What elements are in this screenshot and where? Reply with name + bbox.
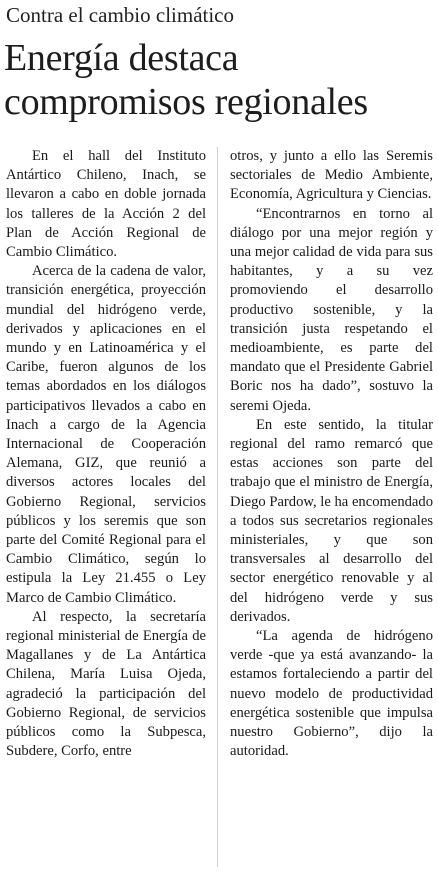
paragraph: Acerca de la cadena de valor, transición energética, proyección mundial del hidrógeno verde, derivados y aplicaciones en el mundo y en Latinoamérica y el Caribe, fueron algunos de los temas abordados en los diálogos participativos llevados a cabo en Inach a cargo de la Agencia Internacional de Cooperación Alemana, GIZ, que reunió a diversos actores locales del Gobierno Regional, servicios públicos y los seremis que son parte del Comité Regional para el Cambio Climático, según lo estipula la Ley 21.455 o Ley Marco de Cambio Climático.	[6, 263, 206, 606]
paragraph: “Encontrarnos en torno al diálogo por una mejor región y una mejor calidad de vida para sus habitantes, y a su vez promoviendo el desarrollo productivo sostenible, y la transición justa respetando el medioambiente, es parte del mandato que el Presidente Gabriel Boric nos ha dado”, sostuvo la seremi Ojeda.	[230, 205, 433, 414]
paragraph: Al respecto, la secretaría regional ministerial de Energía de Magallanes y de La Antártica Chilena, María Luisa Ojeda, agradeció la participación del Gobierno Regional, de servicios públicos como la Subpesca, Subdere, Corfo, entre	[6, 608, 206, 760]
article-column-1	[6, 147, 206, 762]
paragraph: En este sentido, la titular regional del ramo remarcó que estas acciones son parte del trabajo que el ministro de Energía, Diego Pardow, le ha encomendado a todos sus secretarios regionales ministeriales, y que son transversales al desarrollo del sector energético renovable y al del hidrógeno verde y sus derivados.	[230, 416, 433, 625]
paragraph: otros, y junto a ello las Seremis sectoriales de Medio Ambiente, Economía, Agricultura y Ciencias.	[230, 148, 433, 203]
headline: Energía destaca compromisos regionales	[4, 37, 368, 123]
column-divider	[217, 147, 218, 867]
paragraph: “La agenda de hidrógeno verde -que ya está avanzando- la estamos fortaleciendo a partir del nuevo modelo de productividad energética sostenible que impulsa nuestro Gobierno”, dijo la autoridad.	[230, 628, 433, 760]
article-column-2	[230, 147, 433, 762]
kicker: Contra el cambio climático	[6, 3, 235, 27]
paragraph: En el hall del Instituto Antártico Chileno, Inach, se llevaron a cabo en doble jornada los talleres de la Acción 2 del Plan de Acción Regional de Cambio Climático.	[6, 148, 206, 261]
